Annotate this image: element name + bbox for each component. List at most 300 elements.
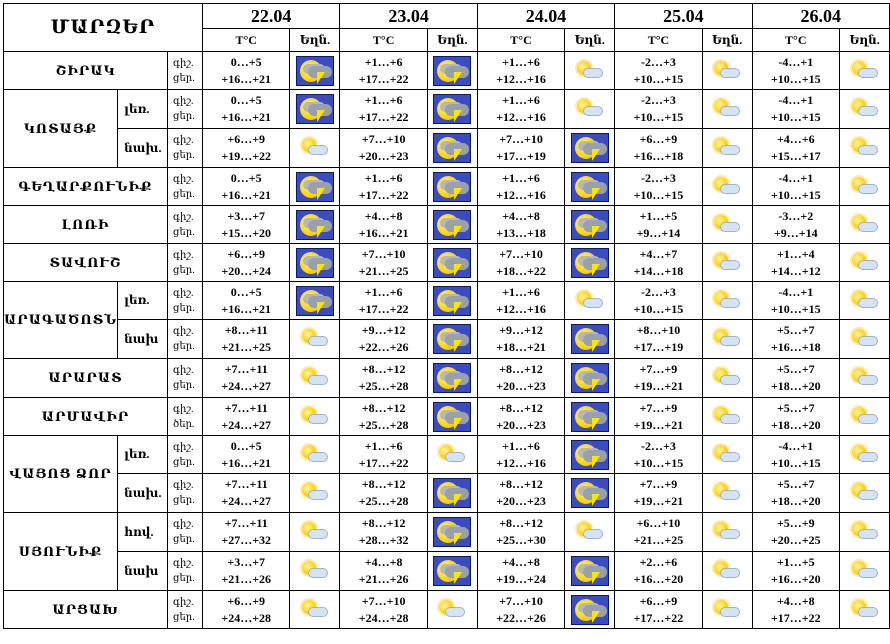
night-temperature: -4…+1 <box>778 170 814 185</box>
night-temperature: -4…+1 <box>778 54 814 69</box>
partly-sunny-icon <box>850 98 880 120</box>
day-label: ցեր. <box>173 534 195 545</box>
night-label: գիշ. <box>173 326 194 337</box>
temperature-cell <box>752 436 840 474</box>
subregion-name: լեռ. <box>118 282 168 320</box>
weather-cell <box>565 552 615 591</box>
partly-sunny-icon <box>575 290 605 312</box>
sun-cloud-lightning-icon <box>571 595 609 625</box>
temperature-cell <box>615 90 703 129</box>
night-temperature: +1…+6 <box>364 93 403 107</box>
region-row <box>4 398 890 436</box>
partly-sunny-icon <box>850 252 880 274</box>
temperature-cell <box>202 474 290 513</box>
night-temperature: +1…+6 <box>502 93 540 107</box>
night-temperature: +1…+6 <box>502 54 540 69</box>
temperature-cell <box>340 52 428 90</box>
sun-cloud-lightning-icon <box>433 324 471 354</box>
temperature-cell <box>477 168 565 206</box>
temperature-cell <box>477 513 565 552</box>
day-temperature: +17…+19 <box>496 149 546 163</box>
night-temperature: +7…+10 <box>499 593 543 608</box>
day-temperature: +20…+25 <box>770 533 821 547</box>
day-temperature: +9…+14 <box>773 225 818 240</box>
partly-sunny-icon <box>850 521 880 543</box>
weather-cell <box>565 591 615 629</box>
night-temperature: +8…+12 <box>361 400 406 415</box>
night-label: գիշ. <box>173 441 194 453</box>
weather-cell <box>290 168 340 206</box>
partly-sunny-icon <box>300 599 330 621</box>
weather-cell <box>427 474 477 513</box>
sun-cloud-lightning-icon <box>571 324 609 354</box>
temperature-cell <box>615 320 703 359</box>
temperature-cell <box>477 436 565 474</box>
night-temperature: +9…+12 <box>361 323 406 337</box>
night-temperature: +4…+8 <box>776 593 815 608</box>
weather-cell <box>565 168 615 206</box>
region-row <box>4 129 890 168</box>
sun-cloud-lightning-icon <box>571 440 609 470</box>
day-temperature: +20…+23 <box>496 417 546 432</box>
temperature-cell <box>615 513 703 552</box>
weather-cell <box>290 591 340 629</box>
partly-sunny-icon <box>712 176 742 198</box>
day-temperature: +16…+21 <box>358 225 409 240</box>
weather-cell <box>565 359 615 398</box>
temperature-cell <box>615 129 703 168</box>
sun-cloud-lightning-icon <box>433 248 471 278</box>
sun-cloud-lightning-icon <box>571 248 609 278</box>
night-day-labels <box>168 398 203 436</box>
temperature-cell <box>477 359 565 398</box>
sun-cloud-lightning-icon <box>296 172 334 202</box>
region-row <box>4 244 890 282</box>
temperature-cell <box>615 244 703 282</box>
weather-cell <box>427 206 477 244</box>
night-day-labels <box>168 320 203 359</box>
partly-sunny-icon <box>300 406 330 428</box>
weather-column-header: Եղն. <box>290 29 340 52</box>
temperature-cell <box>340 282 428 320</box>
temperature-cell <box>477 591 565 629</box>
sun-cloud-lightning-icon <box>296 210 334 240</box>
subregion-name: հով. <box>118 513 168 552</box>
temperature-cell <box>340 206 428 244</box>
day-temperature: +15…+17 <box>770 149 821 163</box>
weather-cell <box>565 244 615 282</box>
partly-sunny-icon <box>850 599 880 621</box>
day-temperature: +17…+22 <box>358 455 409 470</box>
temperature-cell <box>477 244 565 282</box>
region-row <box>4 474 890 513</box>
weather-column-header: Եղն. <box>840 29 890 52</box>
night-temperature: +4…+8 <box>502 555 540 569</box>
weather-cell <box>840 129 890 168</box>
night-day-labels <box>168 168 203 206</box>
region-header: ՄԱՐԶԵՐ <box>4 4 203 52</box>
night-temperature: +5…+9 <box>776 516 815 530</box>
partly-sunny-icon <box>300 521 330 543</box>
temperature-cell <box>752 129 840 168</box>
night-day-labels <box>168 206 203 244</box>
day-label: ցեր. <box>173 150 195 161</box>
temperature-cell <box>615 552 703 591</box>
weather-cell <box>427 513 477 552</box>
temperature-cell <box>477 129 565 168</box>
day-temperature: +17…+22 <box>358 110 409 124</box>
day-temperature: +17…+19 <box>633 340 684 354</box>
temperature-cell <box>477 398 565 436</box>
night-temperature: -2…+3 <box>641 54 676 69</box>
night-label: գիշ. <box>173 211 194 223</box>
temperature-cell <box>340 359 428 398</box>
night-temperature: +1…+6 <box>502 284 540 299</box>
sun-cloud-lightning-icon <box>433 286 471 316</box>
partly-sunny-icon <box>850 214 880 236</box>
weather-cell <box>565 513 615 552</box>
night-temperature: +7…+9 <box>639 362 678 376</box>
temperature-cell <box>615 206 703 244</box>
sun-cloud-lightning-icon <box>571 556 609 586</box>
weather-cell <box>290 244 340 282</box>
temperature-cell <box>752 168 840 206</box>
temperature-cell <box>340 591 428 629</box>
night-temperature: +6…+9 <box>639 593 678 608</box>
day-temperature: +24…+28 <box>221 610 272 625</box>
day-temperature: +10…+15 <box>633 301 684 316</box>
temperature-cell <box>202 168 290 206</box>
day-temperature: +17…+22 <box>358 187 409 202</box>
weather-cell <box>565 206 615 244</box>
partly-sunny-icon <box>850 176 880 198</box>
day-temperature: +16…+21 <box>221 187 272 202</box>
night-temperature: +5…+7 <box>776 400 815 415</box>
date-header: 23.04 <box>340 4 477 29</box>
night-temperature: 0…+5 <box>230 54 262 69</box>
day-temperature: +21…+26 <box>358 572 409 586</box>
temperature-cell <box>202 282 290 320</box>
night-temperature: +1…+5 <box>639 208 678 223</box>
weather-cell <box>840 320 890 359</box>
temperature-cell <box>202 52 290 90</box>
partly-sunny-icon <box>712 60 742 82</box>
day-temperature: +16…+18 <box>633 149 684 163</box>
night-temperature: +4…+8 <box>502 208 540 223</box>
temperature-cell <box>340 168 428 206</box>
subregion-name: նախ <box>118 320 168 359</box>
temperature-cell <box>752 591 840 629</box>
partly-sunny-icon <box>437 599 467 621</box>
date-header: 22.04 <box>202 4 339 29</box>
weather-cell <box>702 206 752 244</box>
day-temperature: +12…+16 <box>496 110 546 124</box>
weather-cell <box>702 552 752 591</box>
day-temperature: +18…+20 <box>770 379 821 393</box>
night-temperature: +4…+7 <box>639 246 678 261</box>
temperature-cell <box>615 398 703 436</box>
day-temperature: +19…+21 <box>633 494 684 508</box>
day-temperature: +22…+26 <box>496 610 546 625</box>
night-day-labels <box>168 513 203 552</box>
temperature-cell <box>752 206 840 244</box>
day-label: ցեր. <box>173 341 195 352</box>
partly-sunny-icon <box>300 137 330 159</box>
day-temperature: +16…+21 <box>221 301 272 316</box>
temperature-cell <box>615 436 703 474</box>
weather-cell <box>427 90 477 129</box>
partly-sunny-icon <box>712 367 742 389</box>
day-temperature: +12…+16 <box>496 71 546 86</box>
day-temperature: +10…+15 <box>770 187 821 202</box>
day-temperature: +17…+22 <box>358 301 409 316</box>
temperature-cell <box>477 52 565 90</box>
night-temperature: +8…+12 <box>499 362 543 376</box>
weather-cell <box>565 129 615 168</box>
night-temperature: +4…+6 <box>776 132 815 146</box>
weather-cell <box>427 244 477 282</box>
sun-cloud-lightning-icon <box>296 286 334 316</box>
night-temperature: 0…+5 <box>230 284 262 299</box>
temperature-cell <box>202 513 290 552</box>
weather-cell <box>702 90 752 129</box>
temperature-cell <box>340 474 428 513</box>
day-label: ցեր. <box>173 573 195 584</box>
night-temperature: +6…+9 <box>227 132 266 146</box>
sun-cloud-lightning-icon <box>571 402 609 432</box>
weather-cell <box>702 168 752 206</box>
day-temperature: +12…+16 <box>496 187 546 202</box>
temp-column-header: T°C <box>752 29 840 52</box>
day-temperature: +10…+15 <box>633 110 684 124</box>
sun-cloud-lightning-icon <box>433 402 471 432</box>
weather-cell <box>427 282 477 320</box>
night-temperature: -4…+1 <box>778 93 814 107</box>
partly-sunny-icon <box>850 328 880 350</box>
night-temperature: +6…+10 <box>636 516 681 530</box>
date-header: 24.04 <box>477 4 614 29</box>
temperature-cell <box>202 90 290 129</box>
night-temperature: +6…+9 <box>227 593 266 608</box>
day-temperature: +25…+28 <box>358 379 409 393</box>
temperature-cell <box>340 244 428 282</box>
temp-column-header: T°C <box>477 29 565 52</box>
region-row <box>4 168 890 206</box>
night-temperature: +1…+6 <box>502 170 540 185</box>
night-temperature: -2…+3 <box>641 438 676 453</box>
partly-sunny-icon <box>300 444 330 466</box>
partly-sunny-icon <box>712 406 742 428</box>
weather-cell <box>840 206 890 244</box>
weather-cell <box>427 168 477 206</box>
partly-sunny-icon <box>850 406 880 428</box>
day-label: ծեր. <box>173 418 195 430</box>
weather-cell <box>427 398 477 436</box>
partly-sunny-icon <box>712 328 742 350</box>
day-temperature: +21…+25 <box>358 263 409 278</box>
day-temperature: +21…+25 <box>633 533 684 547</box>
partly-sunny-icon <box>712 521 742 543</box>
region-row <box>4 552 890 591</box>
day-temperature: +18…+20 <box>770 417 821 432</box>
day-temperature: +20…+23 <box>496 494 546 508</box>
day-temperature: +21…+26 <box>221 572 272 586</box>
day-temperature: +9…+14 <box>636 225 681 240</box>
weather-cell <box>840 436 890 474</box>
sun-cloud-lightning-icon <box>571 363 609 393</box>
weather-cell <box>290 552 340 591</box>
night-temperature: +3…+7 <box>227 555 266 569</box>
day-temperature: +15…+20 <box>221 225 272 240</box>
day-label: ցեր. <box>173 380 195 391</box>
sun-cloud-lightning-icon <box>296 94 334 124</box>
night-temperature: +4…+8 <box>364 208 403 223</box>
night-temperature: +7…+10 <box>361 132 406 146</box>
day-temperature: +21…+25 <box>221 340 272 354</box>
region-name: ԱՐԱԳԱԾՈՏՆ <box>4 282 118 359</box>
day-temperature: +20…+23 <box>496 379 546 393</box>
temperature-cell <box>340 436 428 474</box>
weather-cell <box>565 52 615 90</box>
temperature-cell <box>615 591 703 629</box>
sun-cloud-lightning-icon <box>433 133 471 163</box>
night-day-labels <box>168 436 203 474</box>
day-label: ցեր. <box>173 111 195 122</box>
night-temperature: -4…+1 <box>778 438 814 453</box>
weather-cell <box>290 359 340 398</box>
night-label: գիշ. <box>173 558 194 569</box>
weather-cell <box>290 206 340 244</box>
temperature-cell <box>340 552 428 591</box>
night-label: գիշ. <box>173 596 194 608</box>
day-label: ցեր. <box>173 611 195 623</box>
weather-cell <box>565 90 615 129</box>
region-row <box>4 591 890 629</box>
weather-cell <box>427 129 477 168</box>
day-temperature: +18…+22 <box>496 263 546 278</box>
night-temperature: +7…+11 <box>224 362 268 376</box>
sun-cloud-lightning-icon <box>571 210 609 240</box>
day-label: ցեր. <box>173 302 195 314</box>
day-temperature: +24…+27 <box>221 494 272 508</box>
night-temperature: +8…+12 <box>499 477 543 491</box>
temperature-cell <box>752 244 840 282</box>
region-row <box>4 206 890 244</box>
temperature-cell <box>202 206 290 244</box>
temperature-cell <box>752 90 840 129</box>
night-temperature: +1…+6 <box>364 284 403 299</box>
weather-cell <box>702 244 752 282</box>
weather-cell <box>702 474 752 513</box>
region-row <box>4 359 890 398</box>
night-day-labels <box>168 591 203 629</box>
night-temperature: +5…+7 <box>776 477 815 491</box>
weather-cell <box>840 282 890 320</box>
weather-cell <box>702 513 752 552</box>
night-temperature: +9…+12 <box>499 323 543 337</box>
sun-cloud-lightning-icon <box>571 172 609 202</box>
region-name: ԿՈՏԱՅՔ <box>4 90 118 168</box>
weather-column-header: Եղն. <box>427 29 477 52</box>
day-temperature: +25…+28 <box>358 417 409 432</box>
night-day-labels <box>168 129 203 168</box>
partly-sunny-icon <box>850 482 880 504</box>
day-temperature: +16…+18 <box>770 340 821 354</box>
temperature-cell <box>752 513 840 552</box>
weather-cell <box>290 513 340 552</box>
region-name: ԱՐՑԱԽ <box>4 591 168 629</box>
day-temperature: +18…+20 <box>770 494 821 508</box>
day-temperature: +20…+24 <box>221 263 272 278</box>
partly-sunny-icon <box>300 328 330 350</box>
day-temperature: +25…+30 <box>496 533 546 547</box>
partly-sunny-icon <box>712 137 742 159</box>
night-temperature: -4…+1 <box>778 284 814 299</box>
partly-sunny-icon <box>850 560 880 582</box>
date-header: 26.04 <box>752 4 889 29</box>
temperature-cell <box>202 244 290 282</box>
partly-sunny-icon <box>300 367 330 389</box>
night-label: գիշ. <box>173 480 194 491</box>
day-temperature: +10…+15 <box>633 187 684 202</box>
weather-cell <box>565 282 615 320</box>
region-name: ՏԱՎՈՒՇ <box>4 244 168 282</box>
weather-cell <box>427 320 477 359</box>
day-temperature: +16…+21 <box>221 71 272 86</box>
day-temperature: +17…+22 <box>358 71 409 86</box>
temperature-cell <box>340 320 428 359</box>
day-temperature: +19…+21 <box>633 417 684 432</box>
temperature-cell <box>752 52 840 90</box>
temperature-cell <box>477 90 565 129</box>
sun-cloud-lightning-icon <box>433 478 471 508</box>
weather-cell <box>427 359 477 398</box>
day-temperature: +10…+15 <box>633 71 684 86</box>
subregion-name: լեռ. <box>118 90 168 129</box>
night-temperature: +7…+11 <box>224 477 268 491</box>
region-name: ԱՐԱՐԱՏ <box>4 359 168 398</box>
sun-cloud-lightning-icon <box>296 248 334 278</box>
temperature-cell <box>615 474 703 513</box>
temperature-cell <box>202 398 290 436</box>
night-temperature: -2…+3 <box>641 170 676 185</box>
temperature-cell <box>752 282 840 320</box>
sun-cloud-lightning-icon <box>433 56 471 86</box>
temperature-cell <box>752 320 840 359</box>
partly-sunny-icon <box>300 482 330 504</box>
weather-cell <box>290 436 340 474</box>
region-name: ԼՈՌԻ <box>4 206 168 244</box>
night-temperature: +6…+9 <box>227 246 266 261</box>
night-temperature: +8…+10 <box>636 323 681 337</box>
weather-cell <box>565 436 615 474</box>
day-temperature: +10…+15 <box>770 455 821 470</box>
region-row <box>4 513 890 552</box>
weather-cell <box>427 552 477 591</box>
region-name: ԱՐՄԱՎԻՐ <box>4 398 168 436</box>
night-temperature: +8…+12 <box>361 477 406 491</box>
night-temperature: +1…+6 <box>364 170 403 185</box>
sun-cloud-lightning-icon <box>296 56 334 86</box>
sun-cloud-lightning-icon <box>433 517 471 547</box>
temp-column-header: T°C <box>615 29 703 52</box>
weather-cell <box>290 474 340 513</box>
partly-sunny-icon <box>300 560 330 582</box>
weather-cell <box>565 320 615 359</box>
weather-cell <box>565 474 615 513</box>
day-temperature: +17…+22 <box>633 610 684 625</box>
weather-cell <box>290 129 340 168</box>
